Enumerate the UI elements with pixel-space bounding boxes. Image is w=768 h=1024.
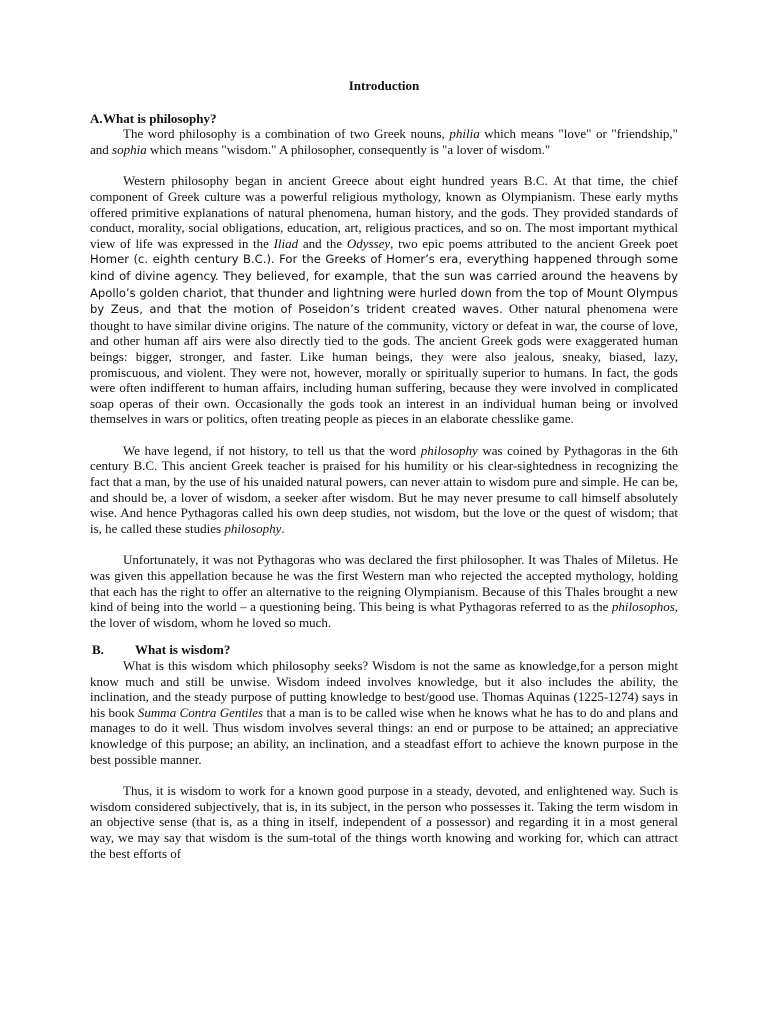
emphasis-philosophy-2: philosophy bbox=[224, 520, 282, 536]
page-title: Introduction bbox=[348, 78, 420, 93]
emphasis-philosophy: philosophy bbox=[420, 442, 478, 458]
section-b-heading bbox=[90, 642, 678, 658]
sans-serif-passage: Homer (c. eighth century B.C.). For the Greeks of Homer’s era, everything happened through some kind of divine agency. They believed, for example, that the sun was carried around the heavens by Apollo’s golden chariot, that thunder and lightning were hurled down from the top of Mount Olympus by Zeus, and that the motion of Poseidon’s trident created waves. bbox=[90, 252, 678, 317]
document-page bbox=[90, 78, 678, 861]
section-b-letter: B. bbox=[92, 642, 104, 658]
paragraph-wisdom-definition: What is this wisdom which philosophy seeks? Wisdom is not the same as knowledge,for a person might know much and still be unwise. Wisdom indeed involves knowledge, but it also includes the ability, the inclination, and the steady purpose of putting knowledge to best/good use. Thomas Aquinas (1225-1274) says in his book Summa Contra Gentiles that a man is to be called wise when he knows what he has to do and plans and manages to do it well. Thus wisdom involves several things: an end or purpose to be attained; an appreciative knowledge of this purpose; an ability, an inclination, and a steadfast effort to achieve the known purpose in the best possible manner. bbox=[90, 658, 679, 767]
section-b-heading-text: What is wisdom? bbox=[135, 642, 231, 658]
emphasis-odyssey: Odyssey bbox=[346, 235, 391, 251]
section-a-heading bbox=[90, 111, 678, 127]
section-a-letter: A. bbox=[90, 110, 103, 126]
paragraph-wisdom-subjective-objective: Thus, it is wisdom to work for a known good purpose in a steady, devoted, and enlightened way. Such is wisdom considered subjectively, that is, in its subject, in the person who possesses it. Taking the term wisdom in an objective sense (that is, as a thing in itself, independent of a possessor) and regarding it in a most general way, we may say that wisdom is the sum-total of the things worth knowing and working for, which can attract the best efforts of bbox=[90, 783, 678, 861]
emphasis-philia: philia bbox=[449, 126, 480, 142]
emphasis-sophia: sophia bbox=[112, 141, 147, 157]
paragraph-pythagoras: We have legend, if not history, to tell us that the word philosophy was coined by Pythagoras in the 6th century B.C. This ancient Greek teacher is praised for his humility or his clear-sightedness in recognizing the fact that a man, by the use of his unaided natural powers, can never attain to wisdom pure and simple. He can be, and should be, a lover of wisdom, a seeker after wisdom. But he may never presume to call himself absolutely wise. And hence Pythagoras called his own deep studies, not wisdom, but the love or the quest of wisdom; that is, he called these studies philosophy. bbox=[90, 442, 678, 536]
section-a-heading-text: What is philosophy? bbox=[103, 110, 217, 126]
emphasis-summa-contra-gentiles: Summa Contra Gentiles bbox=[137, 704, 264, 720]
paragraph-western-philosophy: Western philosophy began in ancient Greece about eight hundred years B.C. At that time, the chief component of Greek culture was a powerful religious mythology, known as Olympianism. These early myths offered primitive explanations of natural phenomena, human history, and the gods. They provided standards of conduct, morality, social obligations, education, art, religious practices, and so on. The most important mythical view of life was expressed in the Iliad and the Odyssey, two epic poems attributed to the ancient Greek poet Homer (c. eighth century B.C.). For the Greeks of Homer’s era, everything happened through some kind of divine agency. They believed, for example, that the sun was carried around the heavens by Apollo’s golden chariot, that thunder and lightning were hurled down from the top of Mount Olympus by Zeus, and that the motion of Poseidon’s trident created waves. Other natural phenomena were thought to have similar divine origins. The nature of the community, victory or defeat in war, the course of love, and other human aff airs were also directly tied to the gods. The ancient Greek gods were exaggerated human beings: bigger, stronger, and faster. Like human beings, they were also jealous, sneaky, biased, lazy, promiscuous, and violent. They were not, however, morally or spiritually superior to humans. In fact, the gods were often indifferent to human affairs, including human suffering, because they were involved in complicated soap operas of their own. Occasionally the gods took an interest in an individual human being or involved themselves in wars or politics, often treating people as pieces in an elaborate chesslike game. bbox=[90, 173, 679, 427]
paragraph-thales: Unfortunately, it was not Pythagoras who was declared the first philosopher. It was Thales of Miletus. He was given this appellation because he was the first Western man who rejected the accepted mythology, holding that each has the right to offer an alternative to the reigning Olympianism. Because of this Thales brought a new kind of being into the world – a questioning being. This being is what Pythagoras referred to as the philosophos, the lover of wisdom, whom he loved so much. bbox=[90, 552, 678, 630]
paragraph-philosophy-definition: The word philosophy is a combination of two Greek nouns, philia which means "love" or "friendship," and sophia which means "wisdom." A philosopher, consequently is "a lover of wisdom." bbox=[90, 126, 678, 157]
emphasis-philosophos: philosophos bbox=[611, 599, 675, 615]
emphasis-iliad: Iliad bbox=[273, 235, 299, 251]
